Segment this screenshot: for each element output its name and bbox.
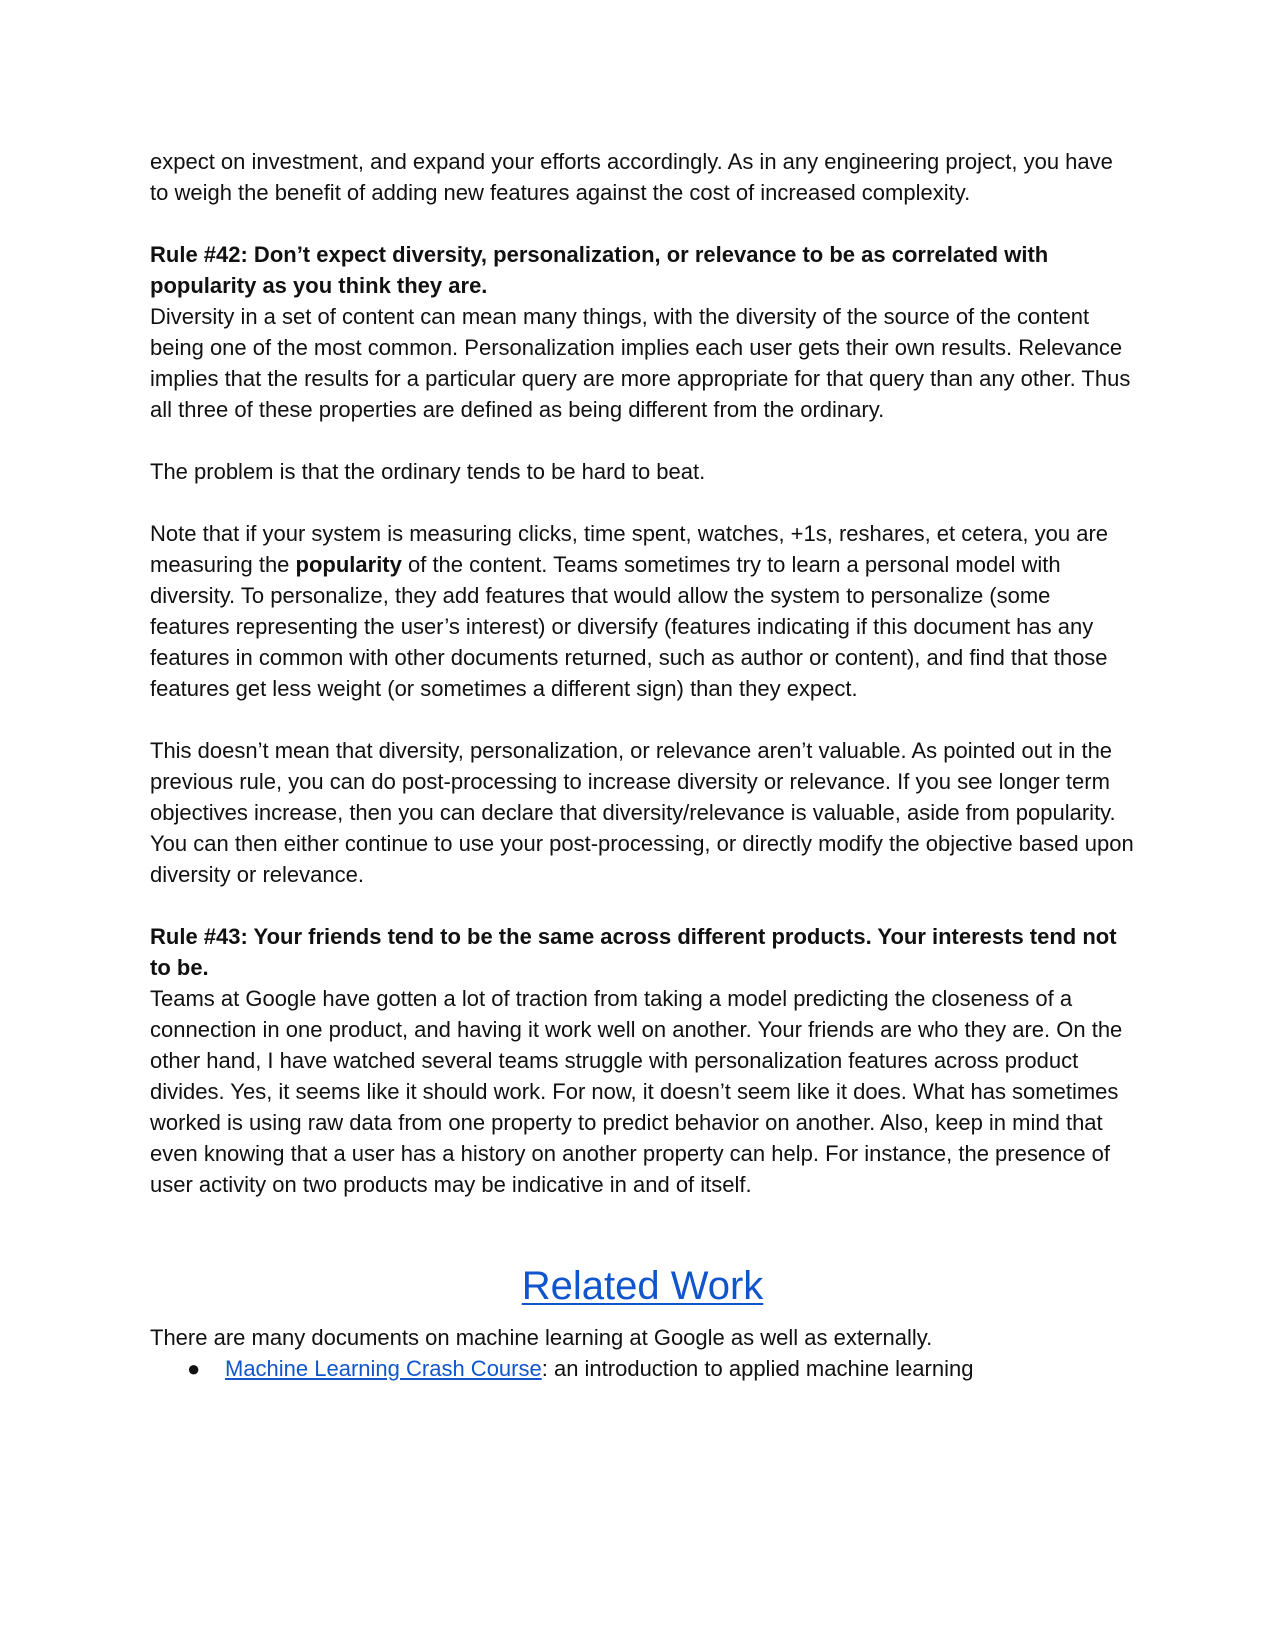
bullet-icon: ● (187, 1356, 201, 1381)
ml-crash-course-link[interactable]: Machine Learning Crash Course (225, 1356, 542, 1381)
rule-42-paragraph-1: Diversity in a set of content can mean many things, with the diversity of the source of the content being one of the most common. Personalization implies each user gets their own results. Relevance implies that the results for a particular query are more appropriate for that query than any other. Thus all three of these properties are defined as being different from the ordinary. (150, 304, 1131, 422)
paragraph-gap (150, 425, 1135, 456)
popularity-emphasis: popularity (295, 552, 402, 577)
paragraph-gap (150, 890, 1135, 921)
related-work-list (150, 1353, 1135, 1384)
ml-crash-course-description: : an introduction to applied machine learning (541, 1356, 974, 1381)
rule-42-paragraph-2: The problem is that the ordinary tends to be hard to beat. (150, 459, 706, 484)
rule-43-paragraph-1: Teams at Google have gotten a lot of traction from taking a model predicting the closeness of a connection in one product, and having it work well on another. Your friends are who they are. On the other hand, I have watched several teams struggle with personalization features across product divides. Yes, it seems like it should work. For now, it doesn’t seem like it does. What has sometimes worked is using raw data from one property to predict behavior on another. Also, keep in mind that even knowing that a user has a history on another property can help. For instance, the presence of user activity on two products may be indicative in and of itself. (150, 986, 1123, 1197)
rule-42-paragraph-3 (150, 518, 1135, 704)
paragraph-gap (150, 487, 1135, 518)
rule-42-heading: Rule #42: Don’t expect diversity, personalization, or relevance to be as correlated with popularity as you think they are. (150, 242, 1049, 298)
rule-42-paragraph-4: This doesn’t mean that diversity, personalization, or relevance aren’t valuable. As pointed out in the previous rule, you can do post-processing to increase diversity or relevance. If you see longer term objectives increase, then you can declare that diversity/relevance is valuable, aside from popularity. You can then either continue to use your post-processing, or directly modify the objective based upon diversity or relevance. (150, 738, 1134, 887)
list-item (150, 1353, 1135, 1384)
related-work-intro: There are many documents on machine learning at Google as well as externally. (150, 1325, 933, 1350)
rule-42-paragraph-3-end: of the content. Teams sometimes try to learn a personal model with diversity. To personalize, they add features that would allow the system to personalize (some features representing the user’s interest) or diversify (features indicating if this document has any features in common with other documents returned, such as author or content), and find that those features get less weight (or sometimes a different sign) than they expect. (150, 552, 1108, 701)
related-work-heading (150, 1258, 1135, 1314)
related-work-heading-link[interactable]: Related Work (521, 1264, 764, 1308)
document-page (150, 146, 1135, 1384)
paragraph-gap (150, 208, 1135, 239)
rule-42-paragraph-3-start: Note that if your system is measuring clicks, time spent, watches, +1s, reshares, et cetera, you are measuring the (150, 521, 1109, 577)
rule-43-heading: Rule #43: Your friends tend to be the same across different products. Your interests tend not to be. (150, 924, 1117, 980)
paragraph-gap (150, 704, 1135, 735)
intro-paragraph: expect on investment, and expand your efforts accordingly. As in any engineering project, you have to weigh the benefit of adding new features against the cost of increased complexity. (150, 149, 1113, 205)
